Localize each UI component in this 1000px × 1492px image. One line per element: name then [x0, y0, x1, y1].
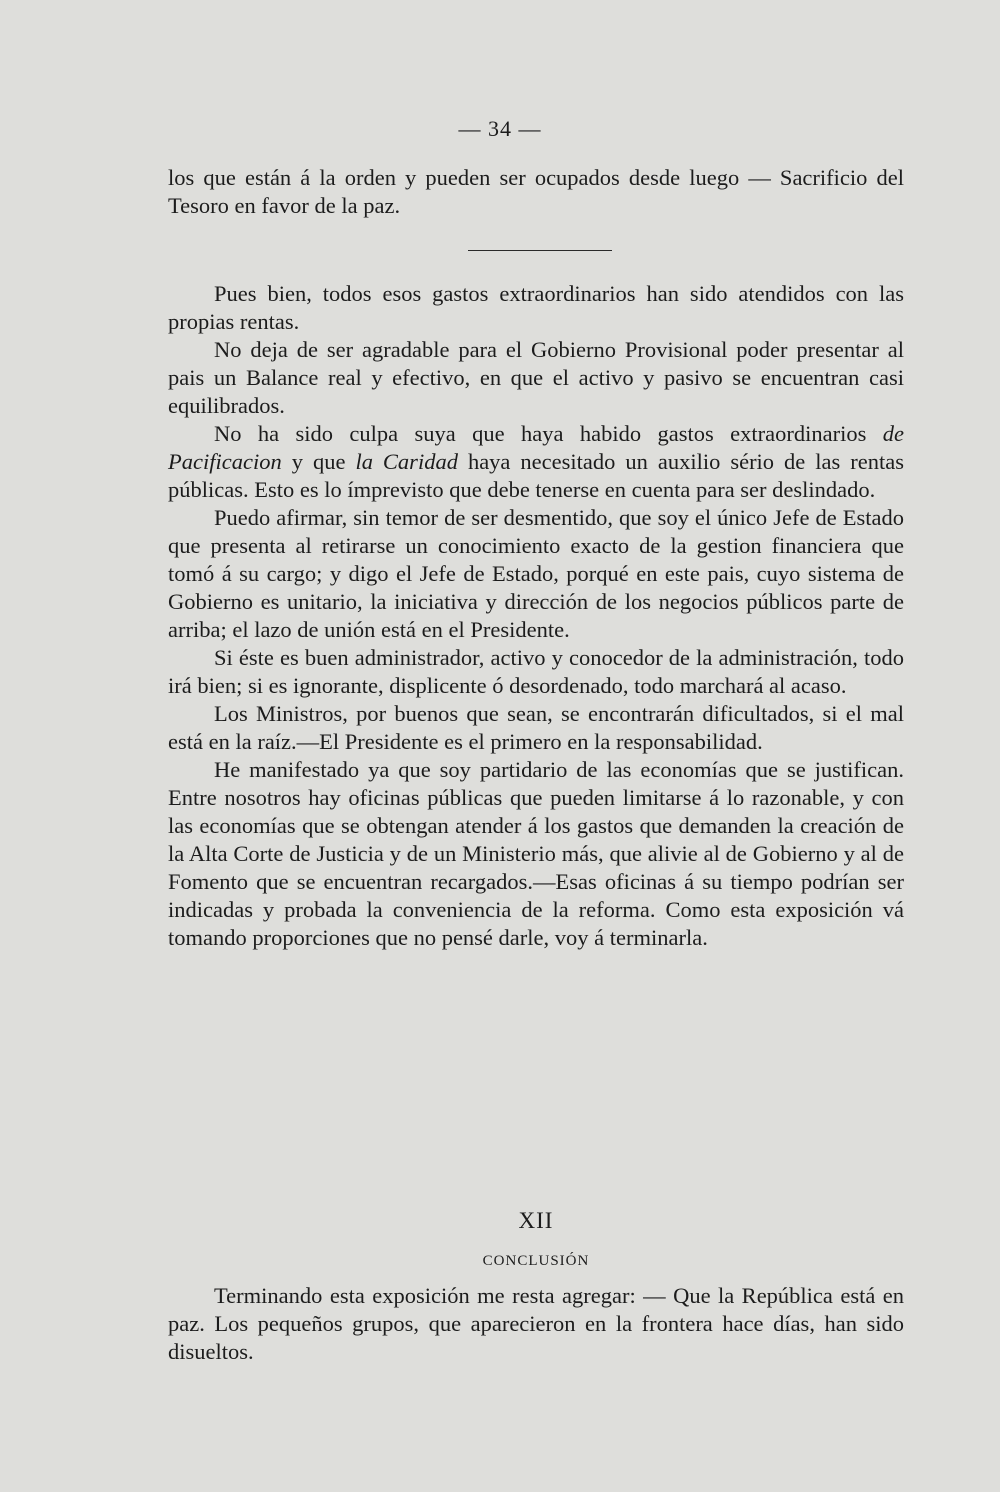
- body-text: [168, 280, 904, 952]
- intro-paragraph: los que están á la orden y pueden ser ocupados desde luego — Sacrificio del Tesoro en favor de la paz.: [168, 165, 904, 218]
- paragraph-3-part-e: haya necesitado un auxilio sério de las rentas públicas. Esto es lo ímprevisto que debe tenerse en cuenta para ser deslindado.: [168, 449, 904, 502]
- italic-caridad: la Caridad: [355, 449, 458, 474]
- paragraph-4: Puedo afirmar, sin temor de ser desmentido, que soy el único Jefe de Estado que presenta al retirarse un conocimiento exacto de la gestion financiera que tomó á su cargo; y digo el Jefe de Estado, porqué en este pais, cuyo sistema de Gobierno es unitario, la iniciativa y dirección de los negocios públicos parte de arriba; el lazo de unión está en el Presidente.: [168, 505, 904, 642]
- section-number: XII: [518, 1208, 554, 1233]
- paragraph-7: He manifestado ya que soy partidario de las economías que se justifican. Entre nosotros hay oficinas públicas que pueden limitarse á lo razonable, y con las economías que se obtengan atender á los gastos que demanden la creación de la Alta Corte de Justicia y de un Ministerio más, que alivie al de Gobierno y al de Fomento que se encuentran recargados.—Esas oficinas á su tiempo podrían ser indicadas y probada la conveniencia de la reforma. Como esta exposición vá tomando proporciones que no pensé darle, voy á terminarla.: [168, 757, 904, 950]
- section-divider: [468, 250, 612, 251]
- paragraph-3-part-c: y que: [281, 449, 356, 474]
- paragraph-1: Pues bien, todos esos gastos extraordinarios han sido atendidos con las propias rentas.: [168, 281, 904, 334]
- italic-pacificacion: de Pacificacion: [168, 421, 904, 474]
- paragraph-3-part-a: No ha sido culpa suya que haya habido gastos extraordinarios: [214, 421, 883, 446]
- page-number: — 34 —: [458, 116, 542, 141]
- final-paragraph: Terminando esta exposición me resta agregar: — Que la República está en paz. Los pequeños grupos, que aparecieron en la frontera hace días, han sido disueltos.: [168, 1283, 904, 1364]
- paragraph-2: No deja de ser agradable para el Gobierno Provisional poder presentar al pais un Balance real y efectivo, en que el activo y pasivo se encuentran casi equilibrados.: [168, 337, 904, 418]
- section-title: CONCLUSIÓN: [482, 1253, 590, 1269]
- paragraph-6: Los Ministros, por buenos que sean, se encontrarán dificultados, si el mal está en la raíz.—El Presidente es el primero en la responsabilidad.: [168, 701, 904, 754]
- paragraph-3: [168, 420, 904, 504]
- intro-text: [168, 164, 904, 220]
- paragraph-5: Si éste es buen administrador, activo y conocedor de la administración, todo irá bien; si es ignorante, displicente ó desordenado, todo marchará al acaso.: [168, 645, 904, 698]
- conclusion-text: [168, 1282, 904, 1366]
